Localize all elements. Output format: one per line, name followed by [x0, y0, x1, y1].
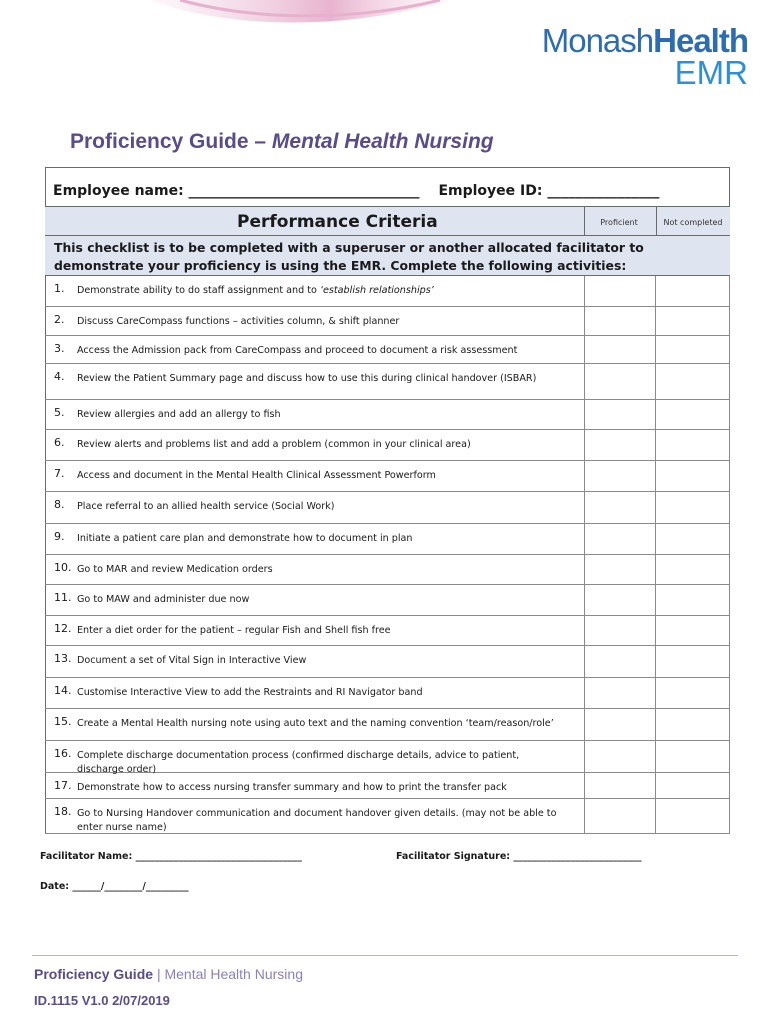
item-text-main: Complete discharge documentation process (confirmed discharge details, advice to patient, discharge order)	[77, 750, 520, 775]
item-number: 4.	[54, 370, 65, 383]
logo-emr-text: EMR	[674, 54, 748, 91]
item-text-main: Demonstrate ability to do staff assignment and to	[77, 285, 320, 296]
checklist-item-row	[45, 400, 730, 430]
item-text	[77, 781, 567, 795]
item-number: 12.	[54, 622, 72, 635]
item-text-main: Review the Patient Summary page and discuss how to use this during clinical handover (ISBAR)	[77, 373, 537, 384]
checklist-item-row	[45, 799, 730, 834]
item-number: 7.	[54, 467, 65, 480]
item-text	[77, 654, 567, 668]
not-completed-checkbox-cell[interactable]	[656, 773, 730, 798]
checklist-item-row	[45, 678, 730, 709]
proficient-checkbox-cell[interactable]	[584, 400, 656, 429]
item-number: 5.	[54, 406, 65, 419]
proficient-checkbox-cell[interactable]	[584, 492, 656, 523]
item-number: 14.	[54, 684, 72, 697]
checklist-instructions: This checklist is to be completed with a superuser or another allocated facilitator to demonstrate your proficiency is using the EMR. Complete the following activities:	[54, 240, 644, 273]
checklist-item-row	[45, 307, 730, 336]
facilitator-signature-field[interactable]: Facilitator Signature: ___________________________	[396, 851, 642, 862]
not-completed-checkbox-cell[interactable]	[656, 585, 730, 615]
item-text-main: Demonstrate how to access nursing transfer summary and how to print the transfer pack	[77, 782, 507, 793]
item-number: 3.	[54, 342, 65, 355]
proficient-checkbox-cell[interactable]	[584, 616, 656, 645]
title-italic: Mental Health Nursing	[271, 130, 494, 153]
facilitator-name-field[interactable]: Facilitator Name: ___________________________________	[40, 851, 302, 862]
item-number: 13.	[54, 652, 72, 665]
item-text-main: Enter a diet order for the patient – regular Fish and Shell fish free	[77, 625, 391, 636]
proficient-checkbox-cell[interactable]	[584, 585, 656, 615]
footer-title	[34, 966, 303, 982]
logo-health-text: Health	[653, 22, 748, 59]
item-text	[77, 438, 567, 452]
title-plain: Proficiency Guide –	[70, 130, 272, 153]
proficient-checkbox-cell[interactable]	[584, 336, 656, 363]
item-text	[77, 372, 567, 386]
item-text	[77, 408, 567, 422]
date-field[interactable]: Date: ______/________/_________	[40, 881, 189, 892]
not-completed-checkbox-cell[interactable]	[656, 307, 730, 335]
not-completed-checkbox-cell[interactable]	[656, 276, 730, 306]
item-text	[77, 686, 567, 700]
footer-title-main: Proficiency Guide	[34, 966, 154, 982]
item-text-main: Review allergies and add an allergy to fish	[77, 409, 281, 420]
checklist-item-row	[45, 616, 730, 646]
item-number: 9.	[54, 530, 65, 543]
not-completed-checkbox-cell[interactable]	[656, 336, 730, 363]
not-completed-checkbox-cell[interactable]	[656, 678, 730, 708]
proficient-checkbox-cell[interactable]	[584, 646, 656, 677]
not-completed-checkbox-cell[interactable]	[656, 616, 730, 645]
item-text-main: Customise Interactive View to add the Restraints and RI Navigator band	[77, 687, 423, 698]
item-text	[77, 469, 567, 483]
not-completed-checkbox-cell[interactable]	[656, 799, 730, 833]
item-text-main: Discuss CareCompass functions – activities column, & shift planner	[77, 316, 400, 327]
not-completed-checkbox-cell[interactable]	[656, 646, 730, 677]
footer-divider	[32, 955, 738, 956]
item-number: 16.	[54, 747, 72, 760]
not-completed-checkbox-cell[interactable]	[656, 364, 730, 399]
checklist-item-row	[45, 336, 730, 364]
item-text-main: Initiate a patient care plan and demonstrate how to document in plan	[77, 533, 413, 544]
item-number: 6.	[54, 436, 65, 449]
header-divider	[656, 206, 657, 236]
item-number: 11.	[54, 591, 72, 604]
employee-row	[53, 183, 673, 199]
proficient-column-header: Proficient	[600, 218, 638, 227]
item-number: 8.	[54, 498, 65, 511]
proficient-checkbox-cell[interactable]	[584, 773, 656, 798]
item-number: 2.	[54, 313, 65, 326]
checklist-item-row	[45, 646, 730, 678]
monash-health-emr-logo	[541, 22, 748, 91]
proficient-checkbox-cell[interactable]	[584, 364, 656, 399]
checklist-item-row	[45, 276, 730, 307]
not-completed-checkbox-cell[interactable]	[656, 709, 730, 740]
checklist-item-row	[45, 709, 730, 741]
item-text-main: Document a set of Vital Sign in Interactive View	[77, 655, 307, 666]
proficient-checkbox-cell[interactable]	[584, 461, 656, 491]
proficient-checkbox-cell[interactable]	[584, 555, 656, 584]
checklist-item-row	[45, 741, 730, 773]
logo-monash-text: Monash	[541, 22, 654, 59]
not-completed-checkbox-cell[interactable]	[656, 430, 730, 460]
not-completed-checkbox-cell[interactable]	[656, 461, 730, 491]
item-text	[77, 807, 567, 835]
not-completed-checkbox-cell[interactable]	[656, 492, 730, 523]
item-text-main: Access and document in the Mental Health Clinical Assessment Powerform	[77, 470, 436, 481]
checklist-item-row	[45, 492, 730, 524]
checklist-item-row	[45, 430, 730, 461]
proficient-checkbox-cell[interactable]	[584, 307, 656, 335]
item-number: 15.	[54, 715, 72, 728]
checklist-item-row	[45, 773, 730, 799]
item-text	[77, 315, 567, 329]
proficient-checkbox-cell[interactable]	[584, 741, 656, 772]
not-completed-checkbox-cell[interactable]	[656, 555, 730, 584]
decorative-swoosh	[150, 0, 450, 28]
item-text	[77, 624, 567, 638]
proficient-checkbox-cell[interactable]	[584, 678, 656, 708]
proficient-checkbox-cell[interactable]	[584, 524, 656, 554]
item-text	[77, 284, 567, 298]
not-completed-checkbox-cell[interactable]	[656, 400, 730, 429]
item-text	[77, 500, 567, 514]
proficient-checkbox-cell[interactable]	[584, 276, 656, 306]
item-text-main: Review alerts and problems list and add a problem (common in your clinical area)	[77, 439, 471, 450]
footer-title-sub: | Mental Health Nursing	[156, 966, 303, 982]
item-text-main: Create a Mental Health nursing note using auto text and the naming convention ‘team/reason/role’	[77, 718, 554, 729]
proficient-checkbox-cell[interactable]	[584, 709, 656, 740]
not-completed-column-header: Not completed	[663, 218, 723, 227]
footer-document-id: ID.1115 V1.0 2/07/2019	[34, 993, 170, 1008]
employee-name-field[interactable]: Employee name: _________________________________	[53, 183, 420, 199]
checklist-item-row	[45, 524, 730, 555]
employee-id-field[interactable]: Employee ID: ________________	[438, 183, 660, 199]
item-text	[77, 717, 567, 731]
item-text-main: Place referral to an allied health service (Social Work)	[77, 501, 335, 512]
checklist-item-row	[45, 555, 730, 585]
item-text-main: Go to Nursing Handover communication and document handover given details. (may not be able to enter nurse name)	[77, 808, 557, 833]
checklist-item-row	[45, 585, 730, 616]
item-text	[77, 563, 567, 577]
item-text-main: Go to MAR and review Medication orders	[77, 564, 273, 575]
item-number: 17.	[54, 779, 72, 792]
checklist-item-row	[45, 461, 730, 492]
item-number: 1.	[54, 282, 65, 295]
item-text	[77, 344, 567, 358]
not-completed-checkbox-cell[interactable]	[656, 741, 730, 772]
not-completed-checkbox-cell[interactable]	[656, 524, 730, 554]
item-text-emphasis: ‘establish relationships’	[319, 285, 434, 296]
checklist-item-row	[45, 364, 730, 400]
item-text	[77, 593, 567, 607]
item-text-main: Go to MAW and administer due now	[77, 594, 250, 605]
item-text	[77, 532, 567, 546]
item-number: 18.	[54, 805, 72, 818]
document-title	[70, 130, 494, 154]
proficient-checkbox-cell[interactable]	[584, 799, 656, 833]
item-text-main: Access the Admission pack from CareCompass and proceed to document a risk assessment	[77, 345, 518, 356]
performance-criteria-heading: Performance Criteria	[237, 212, 438, 232]
proficient-checkbox-cell[interactable]	[584, 430, 656, 460]
item-number: 10.	[54, 561, 72, 574]
